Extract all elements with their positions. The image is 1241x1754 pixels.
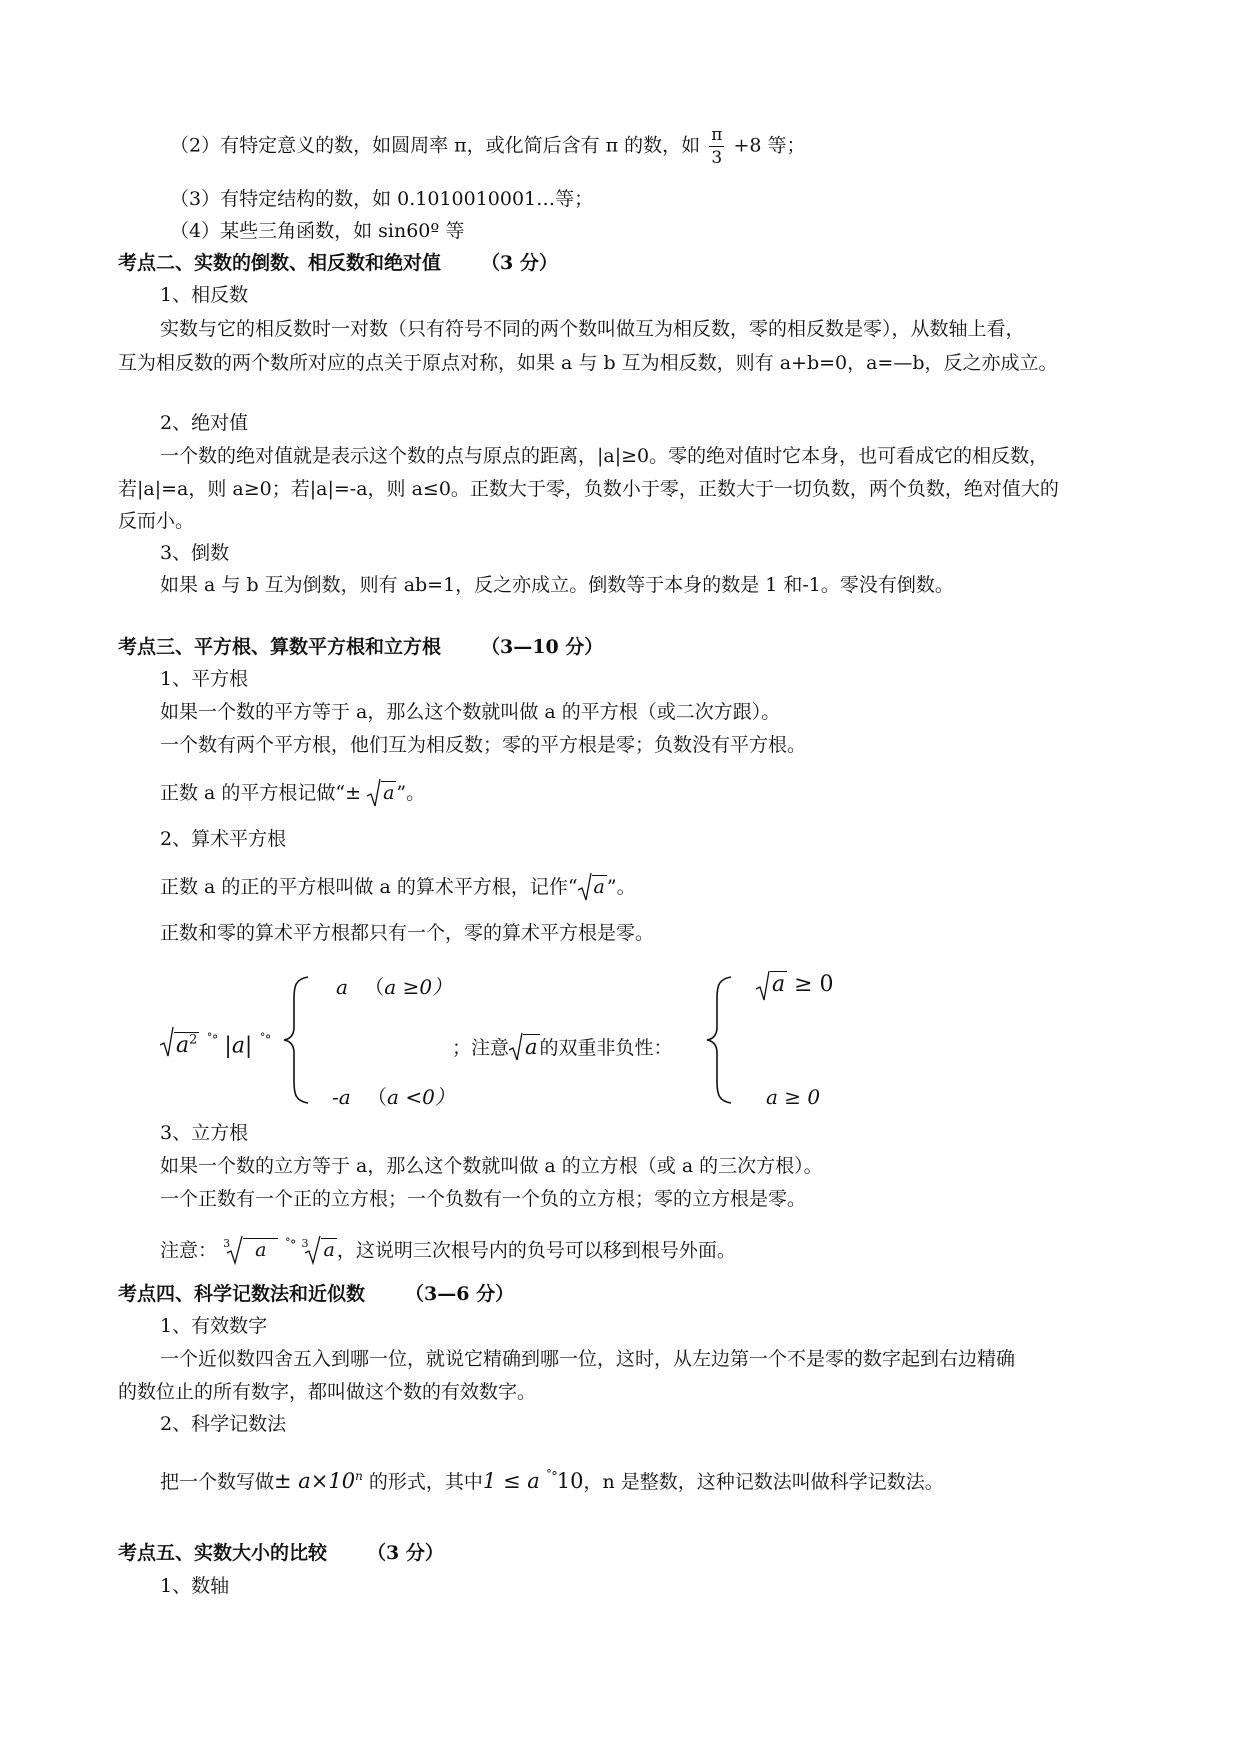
square-root-a-squared (160, 1028, 199, 1059)
subsection-title: 2、算术平方根 (160, 828, 287, 850)
subsection-title: 1、数轴 (160, 1575, 230, 1597)
subsection-title: 1、相反数 (160, 284, 249, 306)
cube-root-negative-a: 3 a (223, 1237, 278, 1263)
text-segment: 正数 a 的平方根记做“ (160, 782, 346, 804)
section-heading (118, 1540, 444, 1566)
heading-text: 考点二、实数的倒数、相反数和绝对值 (118, 252, 442, 274)
subsection-title: 3、立方根 (160, 1122, 249, 1144)
heading-points: （3 分） (481, 252, 558, 274)
text-line: 如果一个数的立方等于 a，那么这个数就叫做 a 的立方根（或 a 的三次方根）。 (160, 1155, 823, 1177)
garbled-symbol: ˚° (284, 1238, 296, 1253)
formula-left (160, 1028, 270, 1059)
text-line: 若|a|=a，则 a≥0；若|a|=-a，则 a≤0。正数大于零，负数小于零，正数大于一切负数，两个负数，绝对值大的 (118, 478, 1059, 500)
garbled-symbol: ˚° (545, 1469, 557, 1485)
text-segment: （2）有特定意义的数，如圆周率 π，或化简后含有 π 的数，如 (170, 134, 701, 157)
text-line: 反而小。 (118, 510, 195, 532)
fraction-denominator: 3 (711, 148, 723, 168)
text-line (160, 874, 636, 900)
text-line: 一个近似数四舍五入到哪一位，就说它精确到哪一位，这时，从左边第一个不是零的数字起到右边精确 (160, 1348, 1016, 1370)
plus-minus-symbol: ± (345, 782, 362, 804)
subsection-title: 1、有效数字 (160, 1315, 268, 1337)
left-brace-icon (705, 975, 737, 1105)
text-line: 如果一个数的平方等于 a，那么这个数就叫做 a 的平方根（或二次方跟）。 (160, 701, 781, 723)
exponent: 2 (189, 1033, 198, 1048)
text-line: 把一个数写做± $a\times 10^n$ 的形式，其中1 ≤ a ˚°10，n 是整数，这种记数法叫做科学记数法。 (160, 1469, 944, 1493)
heading-text: 考点三、平方根、算数平方根和立方根 (118, 636, 442, 658)
section-heading (118, 634, 603, 660)
text-line: 如果 a 与 b 互为倒数，则有 ab=1，反之亦成立。倒数等于本身的数是 1 和-1。零没有倒数。 (160, 574, 954, 596)
heading-points: （3 分） (367, 1542, 444, 1564)
text-line: 一个数的绝对值就是表示这个数的点与原点的距离，|a|≥0。零的绝对值时它本身，也可看成它的相反数， (160, 445, 1049, 467)
square-root-a: a (578, 874, 607, 900)
text-line: 一个正数有一个正的立方根；一个负数有一个负的立方根；零的立方根是零。 (160, 1188, 807, 1210)
case-negative: -a （a <0） (332, 1085, 455, 1109)
cube-root-a: 3 a (301, 1237, 335, 1262)
text-segment: ”。 (606, 876, 636, 898)
text-line: （3）有特定结构的数，如 0.1010010001…等； (170, 188, 594, 210)
square-root-a: a (367, 780, 396, 806)
text-segment: ”。 (396, 782, 426, 804)
square-root-a: a (509, 1034, 540, 1060)
left-brace-icon (282, 975, 314, 1105)
fraction-pi-over-3 (709, 124, 724, 169)
text-line: 一个数有两个平方根，他们互为相反数；零的平方根是零；负数没有平方根。 (160, 734, 807, 756)
heading-text: 考点五、实数大小的比较 (118, 1542, 328, 1564)
text-line: 互为相反数的两个数所对应的点关于原点对称，如果 a 与 b 互为相反数，则有 a+b=0，a=—b，反之亦成立。 (118, 352, 1058, 374)
text-line: 的数位止的所有数字，都叫做这个数的有效数字。 (118, 1381, 537, 1403)
section-heading (118, 1281, 514, 1307)
text-line (170, 124, 806, 169)
text-line: 注意： 3 a ˚° 3 a ，这说明三次根号内的负号可以移到根号外面。 (160, 1237, 736, 1262)
absolute-value-a: |a| (224, 1033, 253, 1059)
text-line: （4）某些三角函数，如 sin60º 等 (170, 220, 465, 242)
radicand: a (176, 1033, 190, 1059)
text-segment: 正数 a 的正的平方根叫做 a 的算术平方根，记作“ (160, 876, 578, 898)
range-expression: 1 ≤ a (482, 1469, 540, 1493)
text-line (160, 780, 425, 806)
case-nonnegative: a （a ≥0） (336, 975, 453, 999)
subsection-title: 3、倒数 (160, 542, 230, 564)
heading-points: （3—10 分） (481, 636, 604, 658)
text-segment: +8 等； (733, 134, 806, 157)
text-line: 正数和零的算术平方根都只有一个，零的算术平方根是零。 (160, 922, 655, 944)
garbled-symbol: ˚° (259, 1033, 271, 1048)
text-line: 实数与它的相反数时一对数（只有符号不同的两个数叫做互为相反数，零的相反数是零），从数轴上看， (160, 318, 1025, 340)
condition-a-nonnegative: a ≥ 0 (766, 1085, 821, 1109)
subsection-title: 2、科学记数法 (160, 1413, 287, 1435)
heading-points: （3—6 分） (405, 1283, 515, 1305)
subsection-title: 2、绝对值 (160, 412, 249, 434)
subsection-title: 1、平方根 (160, 668, 249, 690)
condition-sqrt-nonnegative: a ≥ 0 (756, 972, 834, 998)
fraction-numerator: π (711, 125, 723, 145)
dual-nonnegativity-note: ；注意 a 的双重非负性： (452, 1035, 673, 1059)
square-root-a: a (756, 972, 787, 998)
heading-text: 考点四、科学记数法和近似数 (118, 1283, 366, 1305)
section-heading (118, 250, 558, 276)
scientific-notation-expression: ± $a\times 10^n$ (274, 1469, 363, 1493)
garbled-symbol: ˚° (206, 1033, 218, 1048)
